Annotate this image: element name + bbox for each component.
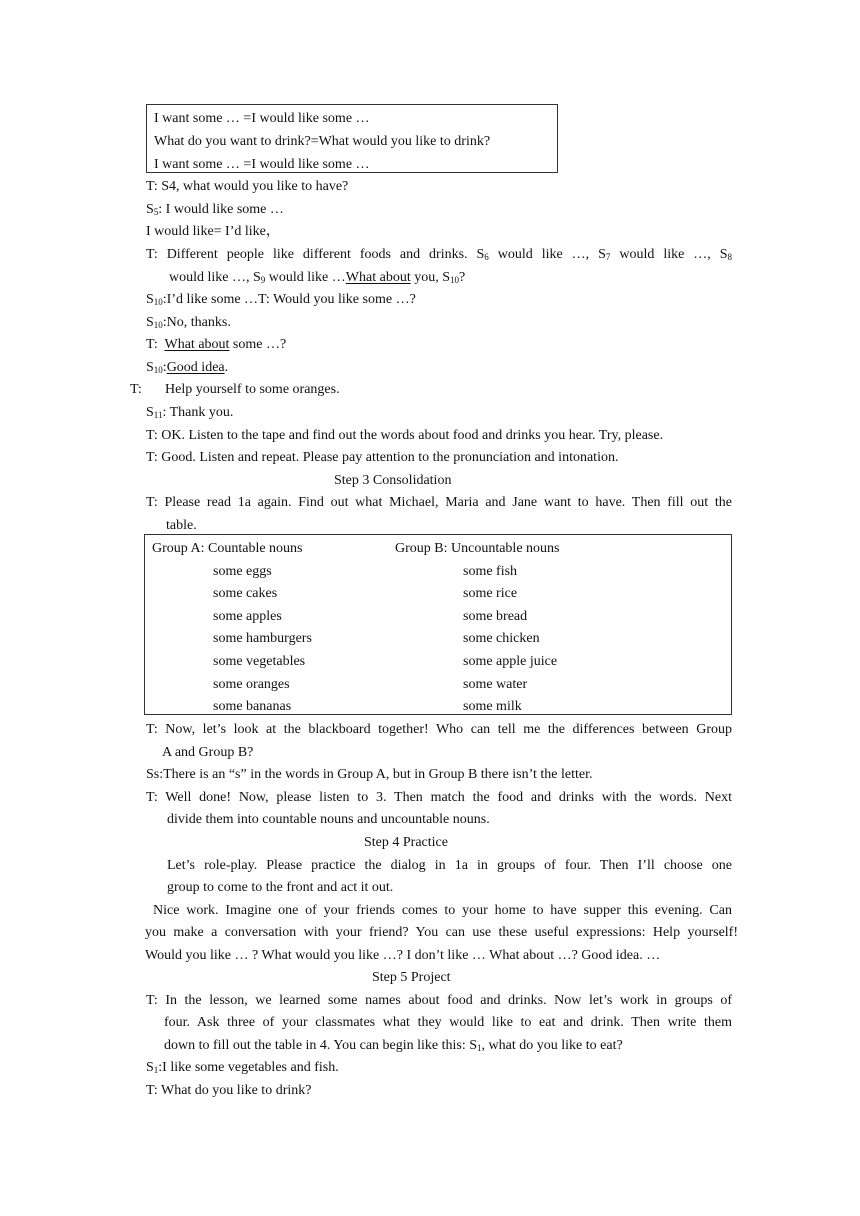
teacher-line: Help yourself to some oranges. (165, 382, 340, 397)
list-item: some bananas (213, 699, 292, 714)
teacher-line-cont: would like …, $S_9$ would like …What about you, $S_{10}$? (169, 270, 466, 285)
student-line: $S_5$: I would like some … (146, 202, 284, 217)
teacher-line: T: OK. Listen to the tape and find out the words about food and drinks you hear. Try, please. (146, 428, 664, 443)
teacher-line: T: Good. Listen and repeat. Please pay attention to the pronunciation and intonation. (146, 450, 619, 465)
list-item: some fish (463, 564, 518, 579)
list-item: some water (463, 677, 528, 692)
teacher-line: T: Different people like different foods and drinks. $S_6$ would like …, $S_7$ would like …, $S_8$ (146, 247, 733, 262)
teacher-line: T: S4, what would you like to have? (146, 179, 349, 194)
students-line: Ss:There is an “s” in the words in Group A, but in Group B there isn’t the letter. (146, 767, 593, 782)
list-item: some eggs (213, 564, 272, 579)
box-line-1: I want some … =I would like some … (154, 111, 370, 126)
step4-paragraph-2: Nice work. Imagine one of your friends comes to your home to have supper this evening. Can (153, 903, 732, 918)
box-line-2: What do you want to drink?=What would you like to drink? (154, 134, 491, 149)
student-line: $S_1:I$ like some vegetables and fish. (146, 1060, 339, 1075)
box-line-3: I want some … =I would like some … (154, 157, 370, 172)
step3-instruction-cont: table. (166, 518, 197, 533)
list-item: some cakes (213, 586, 278, 601)
step3-heading: Step 3 Consolidation (334, 473, 452, 488)
step4-heading: Step 4 Practice (364, 835, 448, 850)
list-item: some chicken (463, 631, 540, 646)
teacher-line-cont: four. Ask three of your classmates what they would like to eat and drink. Then write them (164, 1015, 732, 1030)
teacher-line: T: Well done! Now, please listen to 3. Then match the food and drinks with the words. Next (146, 790, 732, 805)
teacher-label: T: (130, 382, 142, 397)
teacher-line-cont: A and Group B? (162, 745, 254, 760)
note-line: I would like= I’d like， (146, 224, 280, 239)
step4-paragraph-2-end: Would you like … ? What would you like …? I don’t like … What about …? Good idea. … (145, 948, 661, 963)
step4-paragraph-1-cont: group to come to the front and act it out. (167, 880, 394, 895)
step3-instruction: T: Please read 1a again. Find out what Michael, Maria and Jane want to have. Then fill out the (146, 495, 732, 510)
list-item: some bread (463, 609, 528, 624)
list-item: some apple juice (463, 654, 558, 669)
step4-paragraph-2-cont: you make a conversation with your friend? You can use these useful expressions: Help yourself! (145, 925, 738, 940)
list-item: some oranges (213, 677, 290, 692)
list-item: some hamburgers (213, 631, 312, 646)
student-line: $S_{10}:No$, thanks. (146, 315, 231, 330)
group-a-header: Group A: Countable nouns (152, 541, 303, 556)
list-item: some apples (213, 609, 282, 624)
teacher-line-cont: divide them into countable nouns and uncountable nouns. (167, 812, 490, 827)
teacher-line: T: What do you like to drink? (146, 1083, 312, 1098)
student-line: $S_{10}:Good$ idea. (146, 360, 229, 375)
teacher-line: T: In the lesson, we learned some names about food and drinks. Now let’s work in groups of (146, 993, 732, 1008)
step5-heading: Step 5 Project (372, 970, 451, 985)
student-line: $S_{11}$: Thank you. (146, 405, 234, 420)
group-b-header: Group B: Uncountable nouns (395, 541, 560, 556)
list-item: some milk (463, 699, 522, 714)
list-item: some rice (463, 586, 518, 601)
teacher-line: T: What about some …? (146, 337, 287, 352)
step4-paragraph-1: Let’s role-play. Please practice the dialog in 1a in groups of four. Then I’ll choose one (167, 858, 732, 873)
list-item: some vegetables (213, 654, 306, 669)
student-line: $S_{10}:I’d$ like some …T: Would you like some …? (146, 292, 416, 307)
teacher-line: T: Now, let’s look at the blackboard together! Who can tell me the differences between Group (146, 722, 732, 737)
teacher-line-cont: down to fill out the table in 4. You can begin like this: $S_1$, what do you like to eat? (164, 1038, 623, 1053)
